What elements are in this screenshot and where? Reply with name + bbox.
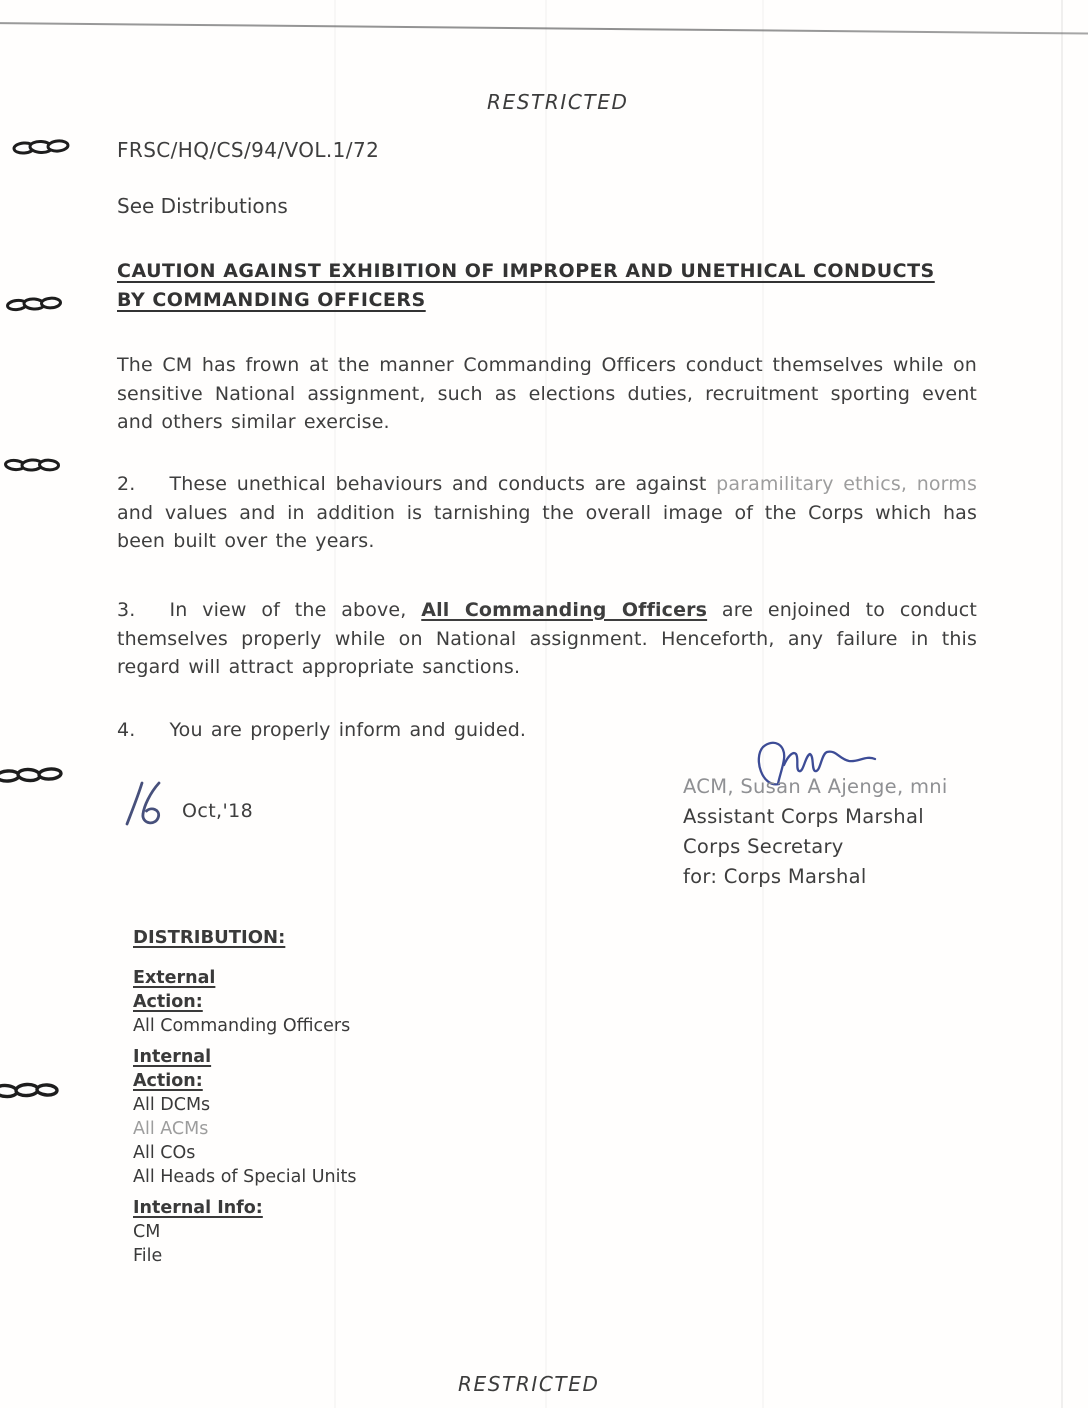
memo-title xyxy=(117,257,997,315)
distribution-internal-action-label: Action: xyxy=(133,1071,203,1091)
memo-title-line2: BY COMMANDING OFFICERS xyxy=(117,289,426,311)
paragraph-3-emphasis: All Commanding Officers xyxy=(421,599,708,621)
distribution-external-label: External xyxy=(133,968,216,988)
distribution-item: File xyxy=(133,1246,163,1266)
classification-header: RESTRICTED xyxy=(487,90,629,114)
classification-footer: RESTRICTED xyxy=(458,1372,600,1396)
paragraph-1: The CM has frown at the manner Commanding Officers conduct themselves while on sensitive National assignment, such as elections duties, recruitment sporting event and others similar exercise. xyxy=(117,354,977,433)
signature-block xyxy=(683,772,948,892)
scan-streak xyxy=(762,0,764,1408)
paragraph-2-text: These unethical behaviours and conducts are against xyxy=(169,473,717,495)
paragraph-3-text: In view of the above, xyxy=(169,599,422,621)
distribution-internal-label: Internal xyxy=(133,1047,212,1067)
binding-mark-icon xyxy=(4,455,60,475)
paragraph-3-text-rest: are enjoined to conduct themselves properly while on National assignment. Henceforth, any failure in this regard will attract appropriate sanctions. xyxy=(117,599,977,678)
signer-rank: Assistant Corps Marshal xyxy=(683,805,924,828)
signer-office: Corps Secretary xyxy=(683,835,844,858)
paragraph-2-number: 2. xyxy=(117,473,136,495)
distribution-internal-info-label: Internal Info: xyxy=(133,1198,263,1218)
paragraph-3 xyxy=(117,596,977,682)
handwritten-day-icon xyxy=(120,778,170,832)
distribution-section xyxy=(133,926,356,1269)
distribution-heading: DISTRIBUTION: xyxy=(133,927,286,948)
distribution-item: All DCMs xyxy=(133,1095,211,1115)
signer-name: ACM, Susan A Ajenge, mni xyxy=(683,775,948,798)
binding-mark-icon xyxy=(12,136,70,158)
paragraph-3-number: 3. xyxy=(117,599,136,621)
distribution-item: All Heads of Special Units xyxy=(133,1167,357,1187)
paragraph-4-number: 4. xyxy=(117,719,136,741)
addressee-line: See Distributions xyxy=(117,194,288,218)
scan-streak xyxy=(1061,0,1063,1408)
binding-mark-icon xyxy=(6,294,62,314)
binding-mark-icon xyxy=(0,764,66,786)
reference-number: FRSC/HQ/CS/94/VOL.1/72 xyxy=(117,138,380,162)
paragraph-4-text: You are properly inform and guided. xyxy=(169,719,527,741)
paragraph-2-faded-text: paramilitary ethics, norms xyxy=(716,473,978,495)
memo-title-line1: CAUTION AGAINST EXHIBITION OF IMPROPER AND UNETHICAL CONDUCTS xyxy=(117,260,935,282)
paragraph-2 xyxy=(117,470,977,556)
date-typed: Oct,'18 xyxy=(182,800,254,822)
distribution-external-action-label: Action: xyxy=(133,992,203,1012)
distribution-item: CM xyxy=(133,1222,161,1242)
binding-mark-icon xyxy=(0,1078,62,1102)
signer-for-line: for: Corps Marshal xyxy=(683,865,867,888)
distribution-item: All ACMs xyxy=(133,1119,209,1139)
scan-streak xyxy=(545,0,547,1408)
distribution-item: All Commanding Officers xyxy=(133,1016,351,1036)
scan-line-artifact xyxy=(0,22,1088,35)
paragraph-2-text-rest: and values and in addition is tarnishing the overall image of the Corps which has been built over the years. xyxy=(117,501,977,552)
distribution-item: All COs xyxy=(133,1143,196,1163)
